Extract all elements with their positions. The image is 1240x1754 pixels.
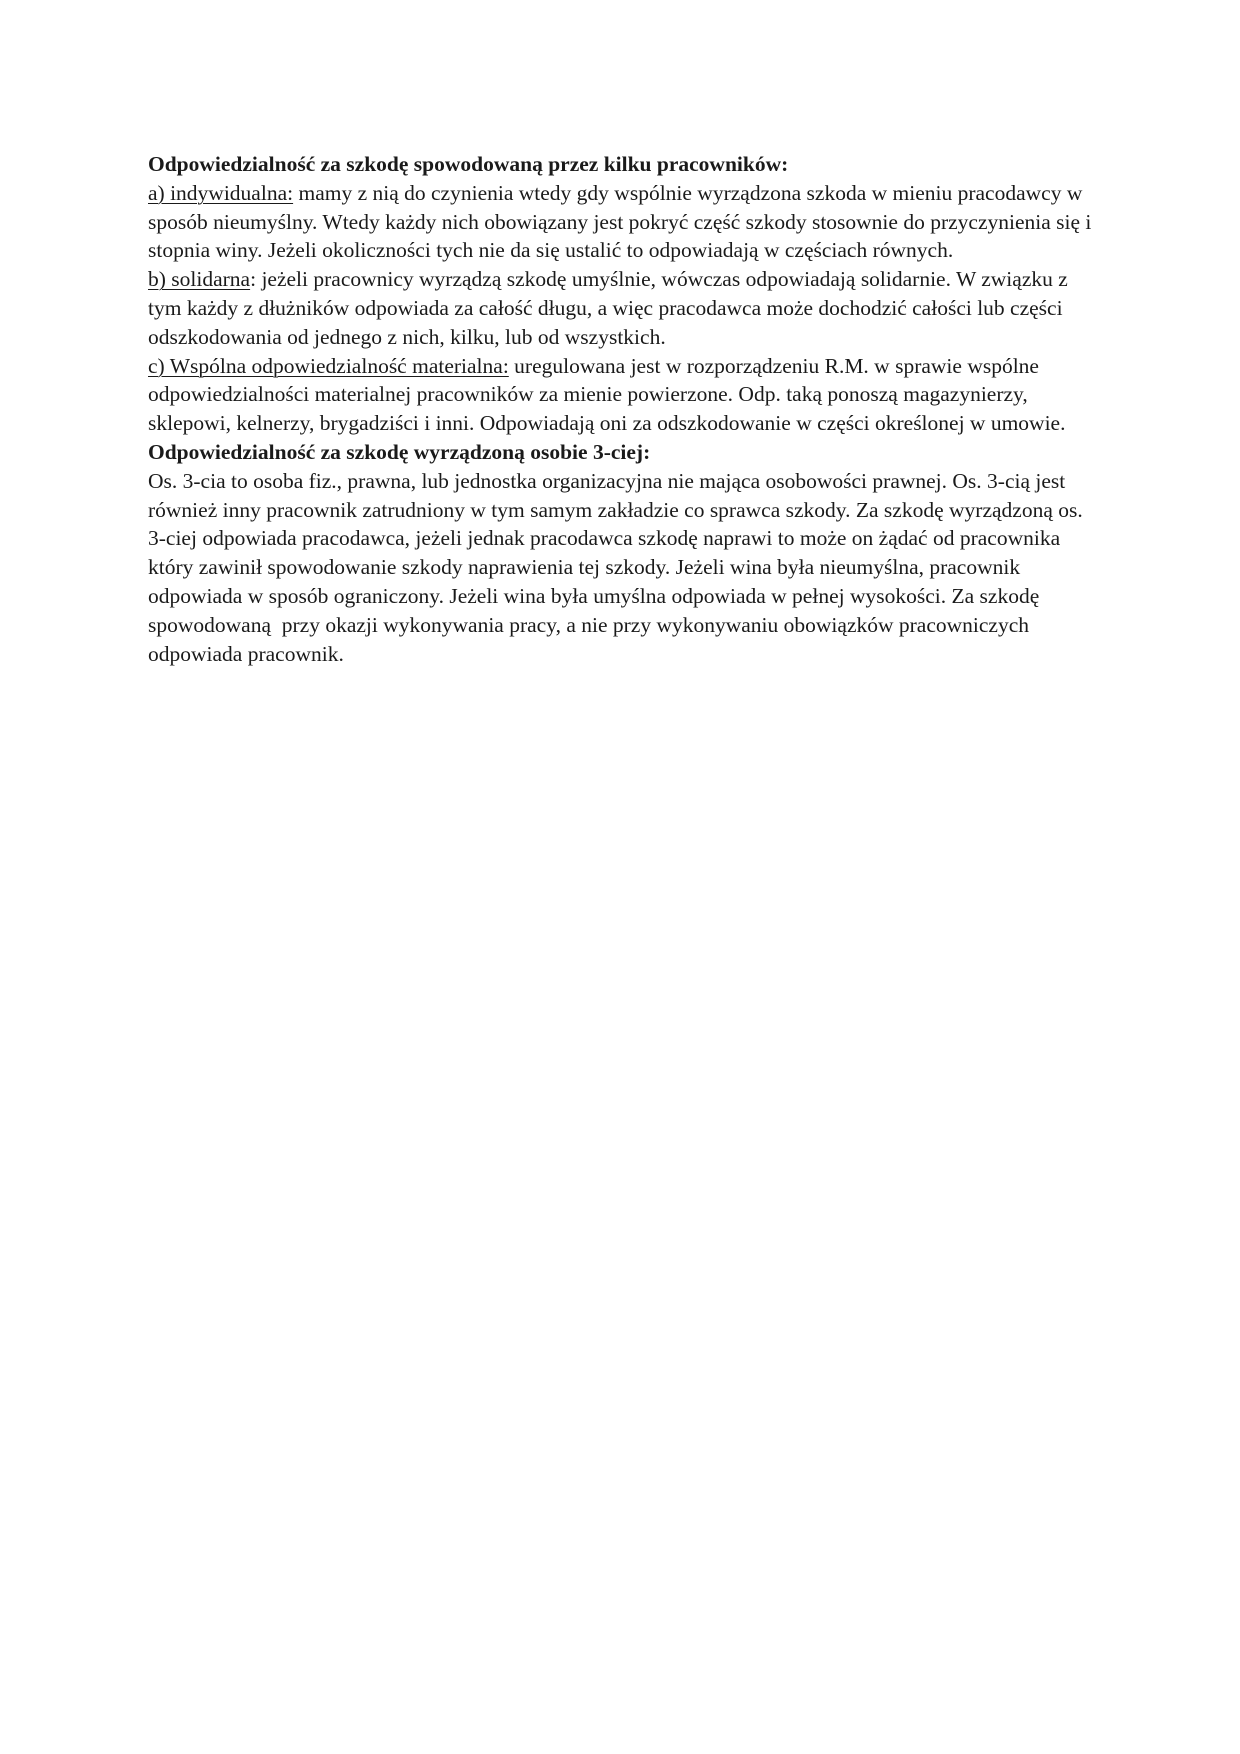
paragraph-individual-liability (148, 179, 1098, 265)
item-label-a: a) indywidualna: (148, 180, 294, 205)
item-label-c: c) Wspólna odpowiedzialność materialna: (148, 353, 509, 378)
paragraph-third-person: Os. 3-cia to osoba fiz., prawna, lub jednostka organizacyjna nie mająca osobowości prawnej. Os. 3-cią jest również inny pracownik zatrudniony w tym samym zakładzie co sprawca szkody. Za szkodę wyrządzoną os. 3-ciej odpowiada pracodawca, jeżeli jednak pracodawca szkodę naprawi to może on żądać od pracownika który zawinił spowodowanie szkody naprawienia tej szkody. Jeżeli wina była nieumyślna, pracownik odpowiada w sposób ograniczony. Jeżeli wina była umyślna odpowiada w pełnej wysokości. Za szkodę spowodowaną przy okazji wykonywania pracy, a nie przy wykonywaniu obowiązków pracowniczych odpowiada pracownik. (148, 468, 1089, 666)
item-text-b: : jeżeli pracownicy wyrządzą szkodę umyślnie, wówczas odpowiadają solidarnie. W związku z tym każdy z dłużników odpowiada za całość długu, a więc pracodawca może dochodzić całości lub części odszkodowania od jednego z nich, kilku, lub od wszystkich. (148, 267, 1068, 349)
document-body (148, 150, 1098, 668)
paragraph-joint-several-liability (148, 265, 1098, 351)
paragraph-joint-material-liability (148, 352, 1098, 438)
section-heading-third-person: Odpowiedzialność za szkodę wyrządzoną osobie 3-ciej: (148, 439, 651, 464)
item-label-b: b) solidarna (148, 267, 251, 292)
section-heading-multiple-employees: Odpowiedzialność za szkodę spowodowaną przez kilku pracowników: (148, 152, 789, 176)
item-text-c: uregulowana jest w rozporządzeniu R.M. w sprawie wspólne odpowiedzialności materialnej pracowników za mienie powierzone. Odp. taką ponoszą magazynierzy, sklepowi, kelnerzy, brygadziści i inni. Odpowiadają oni za odszkodowanie w części określonej w umowie. (148, 353, 1066, 436)
item-text-a: mamy z nią do czynienia wtedy gdy wspólnie wyrządzona szkoda w mieniu pracodawcy w sposób nieumyślny. Wtedy każdy nich obowiązany jest pokryć część szkody stosownie do przyczynienia się i stopnia winy. Jeżeli okoliczności tych nie da się ustalić to odpowiadają w częściach równych. (148, 180, 1092, 263)
